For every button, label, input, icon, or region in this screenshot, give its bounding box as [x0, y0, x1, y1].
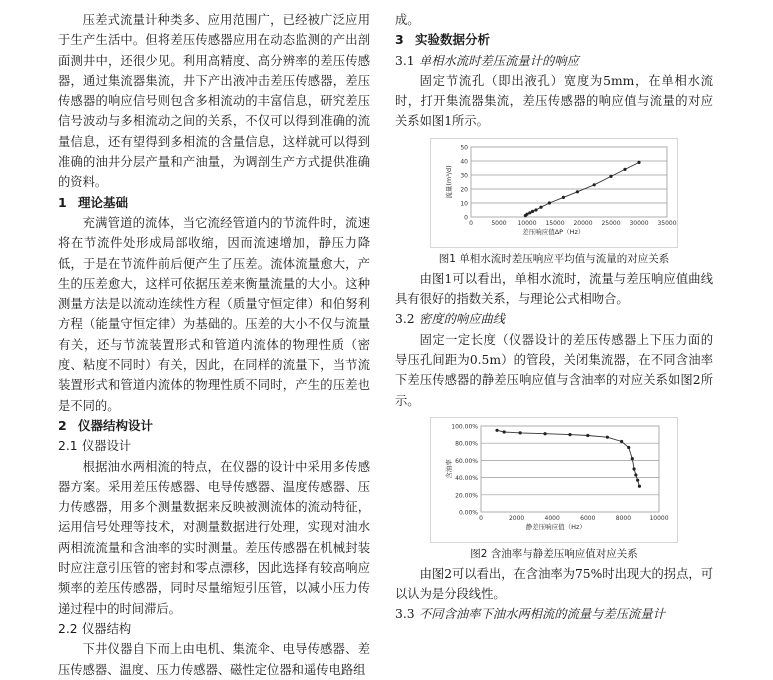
subsection-number: 2.2 — [58, 621, 78, 636]
data-point — [539, 205, 542, 208]
subsection-title: 仪器设计 — [82, 439, 132, 454]
figure-1 — [430, 138, 678, 248]
subsection-3-1-heading — [395, 51, 713, 71]
section-3-2-paragraph: 固定一定长度（仪器设计的差压传感器上下压力面的导压孔间距为0.5m）的管段，关闭集流器，在不同含油率下差压传感器的静差压响应值与含油率的对应关系如图2所示。 — [395, 332, 713, 408]
data-point — [576, 190, 579, 193]
theory-paragraph: 充满管道的流体，当它流经管道内的节流件时，流速将在节流件处形成局部收缩，因而流速增加，静压力降低，于是在节流件前后便产生了压差。流体流量愈大，产生的压差愈大，这样可依据压差来衡量流量的大小。这种测量方法是以流动连续性方程（质量守恒定律）和伯努利方程（能量守恒定律）为基础的。压差的大小不仅与流量有关，还与节流装置形式和管道内流体的物理性质（密度、粘度不同时）有关，因此，在同样的流量下，当节流装置形式和管道内流体的物理性质不同时，产生的压差也是不同的。 — [58, 215, 370, 413]
x-axis-label: 静差压响应值（Hz） — [525, 522, 586, 531]
subsection-number: 2.1 — [58, 439, 78, 454]
subsection-3-3-heading — [395, 604, 713, 624]
plot-area — [481, 426, 659, 512]
section-title: 仪器结构设计 — [78, 417, 154, 433]
data-point — [568, 433, 571, 436]
data-point — [503, 430, 506, 433]
subsection-number: 3.2 — [395, 312, 415, 327]
data-point — [627, 446, 630, 449]
data-point — [531, 210, 534, 213]
x-tick-label: 10000 — [517, 219, 537, 227]
x-tick-label: 0 — [469, 219, 473, 227]
figure-2-caption: 图2 含油率与静差压响应值对应关系 — [470, 547, 638, 560]
design-paragraph: 根据油水两相流的特点，在仪器的设计中采用多传感器方案。采用差压传感器、电导传感器、温度传感器、压力传感器，用多个测量数据来反映被测流体的流动特征，运用信号处理等技术，对测量数据进行处理，实现对油水两相流流量和含油率的实时测量。差压传感器在机械封装时应注意引压管的密封和零点漂移，因此选择有较高响应频率的差压传感器，同时尽量缩短引压管，以减小压力传递过程中的时间滞后。 — [58, 459, 370, 616]
section-2-heading — [58, 416, 370, 436]
x-tick-label: 20000 — [573, 219, 593, 227]
y-tick-label: 0 — [464, 214, 468, 222]
section-3-1-paragraph: 固定节流孔（即出液孔）宽度为5mm，在单相水流时，打开集流器集流，差压传感器的响应值与流量的对应关系如图1所示。 — [395, 73, 713, 129]
y-tick-label: 30 — [460, 172, 468, 180]
section-number: 3 — [395, 32, 404, 48]
subsection-number: 3.3 — [395, 607, 415, 622]
figure-2 — [430, 417, 678, 543]
data-point — [519, 431, 522, 434]
section-title: 理论基础 — [78, 194, 129, 210]
y-tick-label: 0.00% — [458, 509, 478, 517]
plot-area — [471, 147, 667, 217]
x-tick-label: 8000 — [615, 514, 632, 522]
section-1-heading — [58, 193, 370, 213]
data-point — [634, 473, 637, 476]
y-tick-label: 60.00% — [455, 457, 478, 465]
data-point — [606, 435, 609, 438]
section-number: 2 — [58, 417, 67, 433]
y-tick-label: 20 — [460, 186, 468, 194]
subsection-3-2-heading — [395, 309, 713, 329]
figure-1-caption: 图1 单相水流时差压响应平均值与流量的对应关系 — [438, 252, 670, 265]
section-3-heading — [395, 30, 713, 50]
data-point — [528, 211, 531, 214]
y-tick-label: 80.00% — [455, 440, 478, 448]
y-tick-label: 100.00% — [451, 423, 478, 431]
subsection-number: 3.1 — [395, 53, 415, 68]
subsection-title: 密度的响应曲线 — [419, 312, 506, 327]
data-point — [637, 161, 640, 164]
intro-paragraph: 压差式流量计种类多、应用范围广，已经被广泛应用于生产生活中。但将差压传感器应用在动态监测的产出剖面测井中，还很少见。利用高精度、高分辨率的差压传感器，通过集流器集流，井下产出液冲击差压传感器，差压传感器的响应信号则包含多相流动的丰富信息，研究差压信号波动与多相流动之间的关系，不仅可以得到准确的流量信息，还有望得到多相流的含量信息，这样就可以得到准确的油井分层产量和产油量，为调剖生产方式提供准确的资料。 — [58, 13, 370, 190]
y-axis-label: 流量(m³/d) — [445, 165, 453, 199]
data-point — [562, 196, 565, 199]
x-tick-label: 0 — [479, 514, 483, 522]
data-point — [632, 467, 635, 470]
subsection-2-2-heading — [58, 619, 370, 639]
x-tick-label: 5000 — [491, 219, 507, 227]
data-point — [638, 484, 641, 487]
data-point — [623, 168, 626, 171]
section-number: 1 — [58, 194, 67, 210]
subsection-2-1-heading — [58, 436, 370, 456]
x-tick-label: 15000 — [545, 219, 565, 227]
figure-1-discussion: 由图1可以看出，单相水流时，流量与差压响应值曲线具有很好的指数关系，与理论公式相吻合。 — [395, 271, 713, 307]
x-tick-label: 35000 — [657, 219, 677, 227]
right-column — [395, 10, 713, 625]
data-point — [495, 429, 498, 432]
section-title: 实验数据分析 — [415, 32, 491, 48]
data-point — [593, 183, 596, 186]
x-tick-label: 10000 — [649, 514, 669, 522]
data-point — [636, 478, 639, 481]
data-point — [609, 175, 612, 178]
x-tick-label: 4000 — [544, 514, 560, 522]
x-tick-label: 2000 — [508, 514, 525, 522]
data-point — [548, 201, 551, 204]
subsection-title: 仪器结构 — [82, 621, 132, 636]
figure-2-chart — [431, 418, 677, 542]
continued-text: 成。 — [395, 13, 420, 27]
data-point — [534, 208, 537, 211]
x-tick-label: 30000 — [629, 219, 649, 227]
x-axis-label: 差压响应值ΔP（Hz） — [522, 227, 585, 236]
y-tick-label: 20.00% — [455, 492, 478, 500]
data-point — [620, 440, 623, 443]
subsection-title: 单相水流时差压流量计的响应 — [419, 53, 579, 68]
left-column — [58, 10, 370, 680]
y-tick-label: 40.00% — [455, 474, 478, 482]
x-tick-label: 25000 — [601, 219, 621, 227]
y-tick-label: 50 — [460, 144, 468, 152]
y-axis-label: 含油率 — [445, 459, 453, 479]
data-point — [543, 432, 546, 435]
structure-paragraph: 下井仪器自下而上由电机、集流伞、电导传感器、差压传感器、温度、压力传感器、磁性定位器和遥传电路组 — [58, 642, 370, 677]
figure-1-chart — [431, 139, 677, 247]
figure-2-discussion: 由图2可以看出，在含油率为75%时出现大的拐点，可以认为是分段线性。 — [395, 566, 713, 602]
data-point — [586, 434, 589, 437]
subsection-title: 不同含油率下油水两相流的流量与差压流量计 — [419, 607, 665, 622]
y-tick-label: 40 — [460, 158, 468, 166]
x-tick-label: 6000 — [580, 514, 596, 522]
data-point — [525, 212, 528, 215]
y-tick-label: 10 — [460, 200, 468, 208]
data-point — [631, 457, 634, 460]
